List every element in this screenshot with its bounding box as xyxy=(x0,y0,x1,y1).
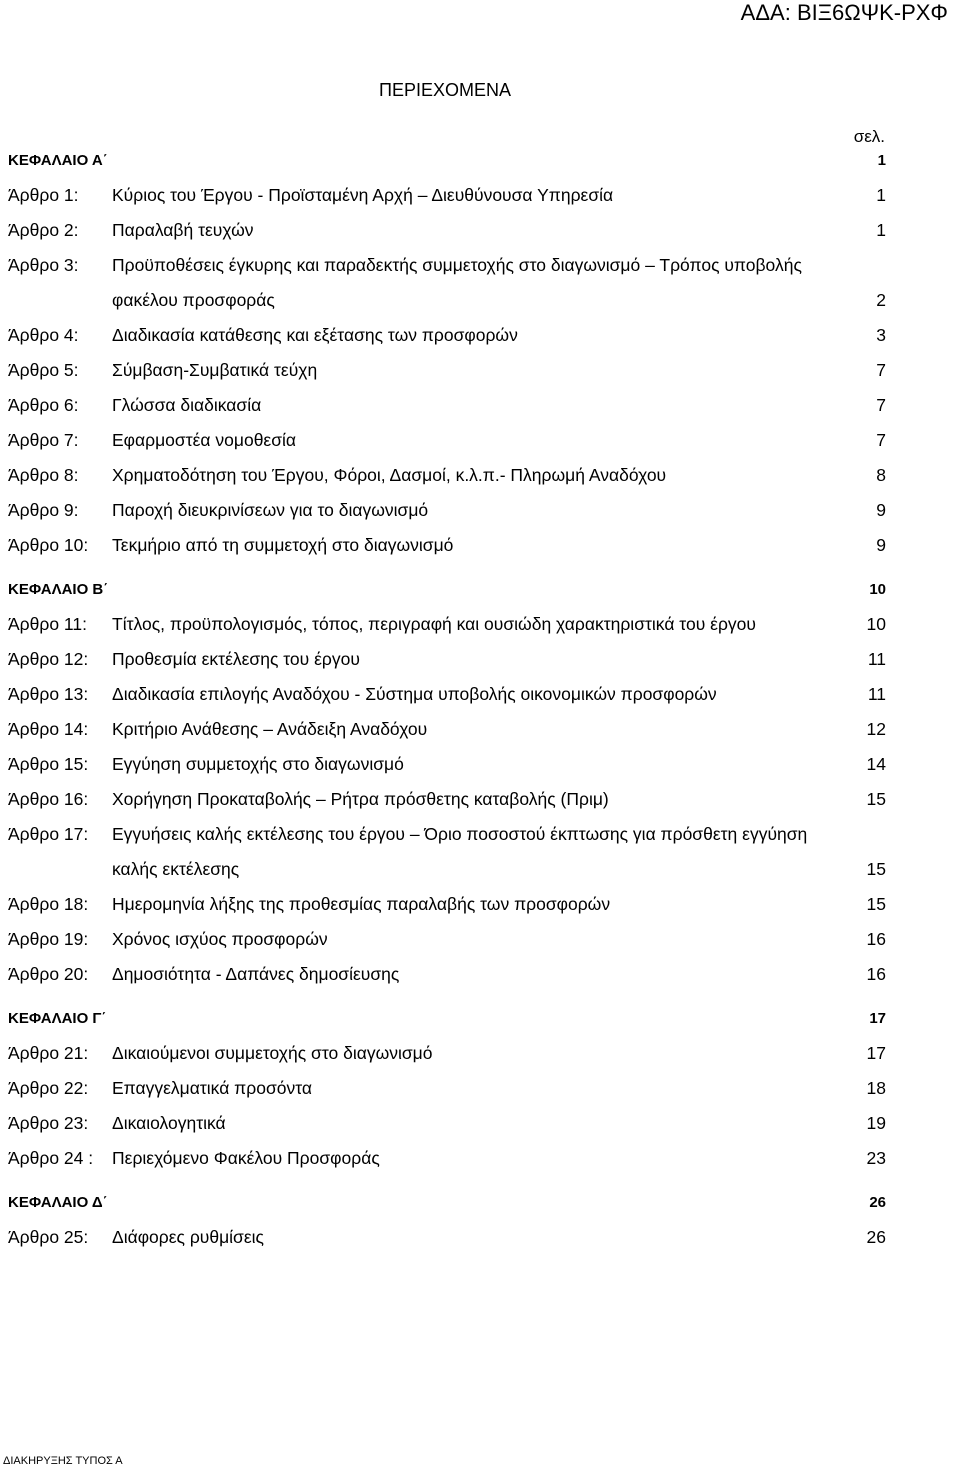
article-page-number: 11 xyxy=(867,684,886,704)
article-number: Άρθρο 13: xyxy=(8,684,89,704)
article-title: Προϋποθέσεις έγκυρης και παραδεκτής συμμετοχής στο διαγωνισμό – Τρόπος υποβολής φακέλου προσφοράς xyxy=(112,255,802,310)
article-title: Κριτήριο Ανάθεσης – Ανάδειξη Αναδόχου xyxy=(112,719,428,739)
article-page-number: 7 xyxy=(876,360,886,380)
table-of-contents xyxy=(8,151,886,1255)
chapter-label: ΚΕΦΑΛΑΙΟ Γ΄ xyxy=(8,1010,107,1027)
article-page-number: 14 xyxy=(866,754,886,774)
article-title: Γλώσσα διαδικασία xyxy=(112,395,262,415)
article-page-number: 18 xyxy=(866,1078,886,1098)
article-title: Διαδικασία κατάθεσης και εξέτασης των προσφορών xyxy=(112,325,518,345)
toc-entry xyxy=(8,248,886,318)
chapter-heading xyxy=(8,1193,886,1213)
article-page-number: 7 xyxy=(876,430,886,450)
article-number: Άρθρο 22: xyxy=(8,1078,89,1098)
article-page-number: 26 xyxy=(866,1227,886,1247)
article-number: Άρθρο 19: xyxy=(8,929,89,949)
article-page-number: 9 xyxy=(876,535,886,555)
chapter-page-number: 10 xyxy=(869,581,886,598)
article-page-number: 1 xyxy=(876,220,886,240)
toc-entry xyxy=(8,1220,886,1255)
toc-entry xyxy=(8,747,886,782)
toc-entry xyxy=(8,1071,886,1106)
toc-entry xyxy=(8,817,886,887)
article-number: Άρθρο 6: xyxy=(8,395,79,415)
article-number: Άρθρο 8: xyxy=(8,465,79,485)
article-page-number: 17 xyxy=(866,1043,886,1063)
article-number: Άρθρο 20: xyxy=(8,964,89,984)
article-title: Παροχή διευκρινίσεων για το διαγωνισμό xyxy=(112,500,429,520)
toc-entry xyxy=(8,528,886,563)
chapter-page-number: 17 xyxy=(869,1010,886,1027)
article-title: Τίτλος, προϋπολογισμός, τόπος, περιγραφή και ουσιώδη χαρακτηριστικά του έργου xyxy=(112,614,756,634)
toc-entry xyxy=(8,318,886,353)
article-number: Άρθρο 25: xyxy=(8,1227,89,1247)
toc-entry xyxy=(8,423,886,458)
article-title: Δικαιολογητικά xyxy=(112,1113,226,1133)
article-title: Επαγγελματικά προσόντα xyxy=(112,1078,313,1098)
article-title: Εγγύηση συμμετοχής στο διαγωνισμό xyxy=(112,754,404,774)
article-number: Άρθρο 17: xyxy=(8,824,89,844)
toc-entry xyxy=(8,677,886,712)
article-title: Δικαιούμενοι συμμετοχής στο διαγωνισμό xyxy=(112,1043,433,1063)
article-page-number: 2 xyxy=(876,290,886,310)
article-number: Άρθρο 15: xyxy=(8,754,89,774)
toc-entry xyxy=(8,1036,886,1071)
article-page-number: 11 xyxy=(867,649,886,669)
article-number: Άρθρο 7: xyxy=(8,430,79,450)
toc-entry xyxy=(8,1141,886,1176)
toc-entry xyxy=(8,388,886,423)
article-page-number: 23 xyxy=(866,1148,886,1168)
article-title: Ημερομηνία λήξης της προθεσμίας παραλαβής των προσφορών xyxy=(112,894,611,914)
article-number: Άρθρο 1: xyxy=(8,185,79,205)
article-page-number: 3 xyxy=(876,325,886,345)
article-number: Άρθρο 3: xyxy=(8,255,79,275)
toc-entry xyxy=(8,957,886,992)
article-page-number: 10 xyxy=(866,614,886,634)
article-title: Δημοσιότητα - Δαπάνες δημοσίευσης xyxy=(112,964,400,984)
toc-entry xyxy=(8,782,886,817)
ada-code: ΑΔΑ: ΒΙΞ6ΩΨΚ-ΡΧΦ xyxy=(740,0,948,25)
toc-entry xyxy=(8,213,886,248)
article-number: Άρθρο 5: xyxy=(8,360,79,380)
article-title: Σύμβαση-Συμβατικά τεύχη xyxy=(112,360,318,380)
article-title: Διάφορες ρυθμίσεις xyxy=(112,1227,264,1247)
chapter-page-number: 26 xyxy=(869,1194,886,1211)
article-page-number: 15 xyxy=(866,859,886,879)
footer-text: ΔΙΑΚΗΡΥΞΗΣ ΤΥΠΟΣ Α xyxy=(3,1455,123,1467)
article-page-number: 1 xyxy=(876,185,886,205)
article-number: Άρθρο 11: xyxy=(8,614,87,634)
article-title: Χρηματοδότηση του Έργου, Φόροι, Δασμοί, κ.λ.π.- Πληρωμή Αναδόχου xyxy=(112,465,667,485)
article-page-number: 12 xyxy=(866,719,886,739)
toc-entry xyxy=(8,922,886,957)
chapter-page-number: 1 xyxy=(877,152,886,169)
toc-entry xyxy=(8,178,886,213)
page-column-label: σελ. xyxy=(853,127,885,146)
article-page-number: 7 xyxy=(876,395,886,415)
chapter-label: ΚΕΦΑΛΑΙΟ Β΄ xyxy=(8,581,109,598)
article-number: Άρθρο 10: xyxy=(8,535,89,555)
toc-entry xyxy=(8,458,886,493)
toc-entry xyxy=(8,887,886,922)
article-page-number: 16 xyxy=(866,929,886,949)
article-page-number: 9 xyxy=(876,500,886,520)
article-title: Εγγυήσεις καλής εκτέλεσης του έργου – Όριο ποσοστού έκπτωσης για πρόσθετη εγγύηση καλής εκτέλεσης xyxy=(112,824,808,879)
article-number: Άρθρο 24 : xyxy=(8,1148,94,1168)
chapter-label: ΚΕΦΑΛΑΙΟ Α΄ xyxy=(8,152,108,169)
toc-entry xyxy=(8,712,886,747)
article-title: Κύριος του Έργου - Προϊσταμένη Αρχή – Διευθύνουσα Υπηρεσία xyxy=(112,185,614,205)
article-title: Χρόνος ισχύος προσφορών xyxy=(112,929,328,949)
article-title: Προθεσμία εκτέλεσης του έργου xyxy=(112,649,360,669)
article-number: Άρθρο 16: xyxy=(8,789,89,809)
article-number: Άρθρο 12: xyxy=(8,649,89,669)
article-page-number: 15 xyxy=(866,789,886,809)
article-number: Άρθρο 18: xyxy=(8,894,89,914)
page-title: ΠΕΡΙΕΧΟΜΕΝΑ xyxy=(378,80,512,100)
chapter-heading xyxy=(8,151,886,171)
article-number: Άρθρο 4: xyxy=(8,325,79,345)
article-number: Άρθρο 23: xyxy=(8,1113,89,1133)
article-title: Εφαρμοστέα νομοθεσία xyxy=(112,430,297,450)
article-title: Διαδικασία επιλογής Αναδόχου - Σύστημα υποβολής οικονομικών προσφορών xyxy=(112,684,717,704)
chapter-label: ΚΕΦΑΛΑΙΟ Δ΄ xyxy=(8,1194,108,1211)
article-page-number: 8 xyxy=(876,465,886,485)
toc-entry xyxy=(8,1106,886,1141)
article-page-number: 15 xyxy=(866,894,886,914)
toc-entry xyxy=(8,493,886,528)
article-title: Περιεχόμενο Φακέλου Προσφοράς xyxy=(112,1148,380,1168)
article-title: Παραλαβή τευχών xyxy=(112,220,254,240)
chapter-heading xyxy=(8,580,886,600)
article-title: Τεκμήριο από τη συμμετοχή στο διαγωνισμό xyxy=(112,535,454,555)
article-number: Άρθρο 21: xyxy=(8,1043,89,1063)
article-number: Άρθρο 2: xyxy=(8,220,79,240)
chapter-heading xyxy=(8,1009,886,1029)
article-page-number: 16 xyxy=(866,964,886,984)
article-number: Άρθρο 14: xyxy=(8,719,89,739)
toc-entry xyxy=(8,642,886,677)
toc-entry xyxy=(8,607,886,642)
article-number: Άρθρο 9: xyxy=(8,500,79,520)
article-title: Χορήγηση Προκαταβολής – Ρήτρα πρόσθετης καταβολής (Πριμ) xyxy=(112,789,609,809)
toc-entry xyxy=(8,353,886,388)
article-page-number: 19 xyxy=(866,1113,886,1133)
